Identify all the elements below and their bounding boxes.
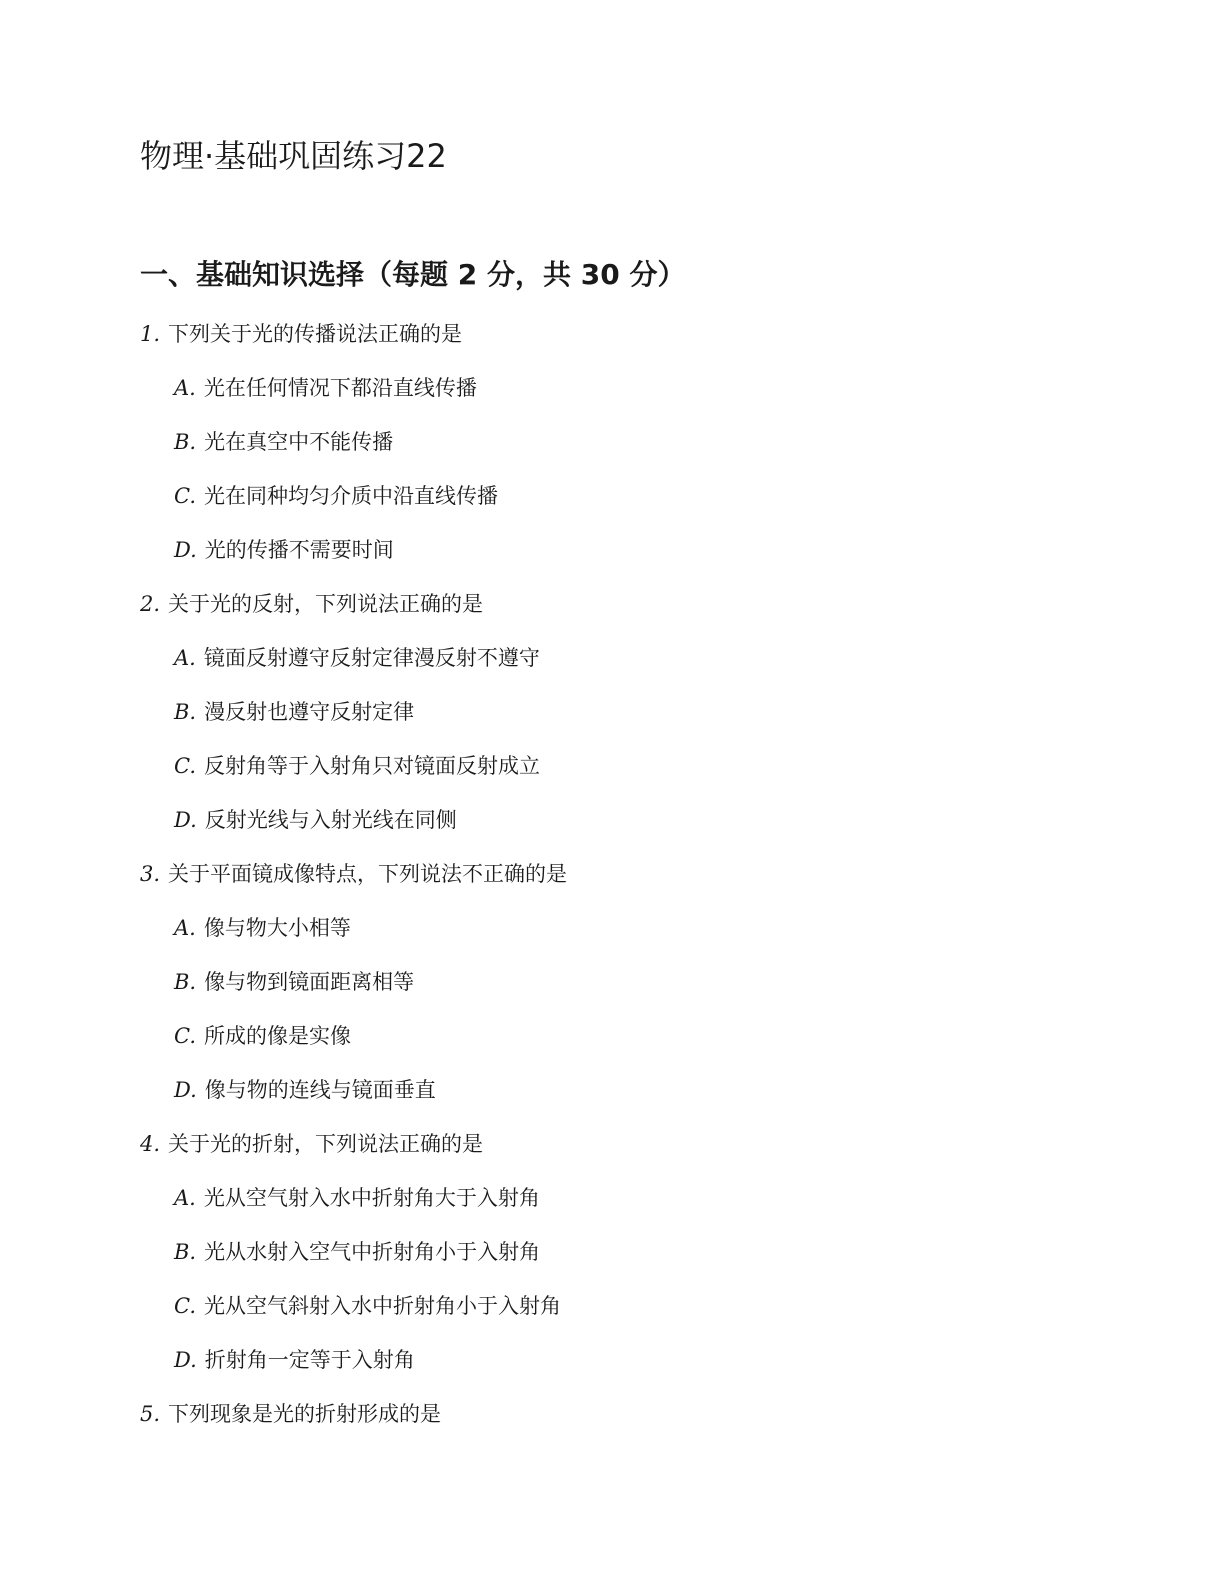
question-3: [140, 858, 1140, 912]
option-label: A.: [174, 376, 196, 400]
question-4-option-b: [140, 1236, 1140, 1290]
document-title: 物理·基础巩固练习22: [140, 137, 447, 175]
option-label: B.: [174, 430, 197, 454]
option-text: 光从空气斜射入水中折射角小于入射角: [204, 1294, 561, 1318]
option-label: C.: [174, 484, 196, 508]
option-label: A.: [174, 1186, 196, 1210]
question-1: [140, 318, 1140, 372]
option-text: 光在真空中不能传播: [204, 430, 394, 454]
question-3-option-b: [140, 966, 1140, 1020]
question-2-option-c: [140, 750, 1140, 804]
option-text: 所成的像是实像: [204, 1024, 351, 1048]
section-title: 一、基础知识选择（每题 2 分，共 30 分）: [140, 258, 686, 291]
question-number: 2.: [140, 592, 161, 616]
option-text: 光在同种均匀介质中沿直线传播: [204, 484, 498, 508]
question-text: 下列现象是光的折射形成的是: [168, 1402, 442, 1426]
option-text: 反射角等于入射角只对镜面反射成立: [204, 754, 540, 778]
option-text: 光从水射入空气中折射角小于入射角: [204, 1240, 541, 1264]
question-3-option-d: [140, 1074, 1140, 1128]
question-4-option-c: [140, 1290, 1140, 1344]
question-2-option-d: [140, 804, 1140, 858]
question-4: [140, 1128, 1140, 1182]
question-3-option-c: [140, 1020, 1140, 1074]
question-5: [140, 1398, 1140, 1452]
question-3-option-a: [140, 912, 1140, 966]
option-label: C.: [174, 754, 196, 778]
option-text: 像与物的连线与镜面垂直: [204, 1078, 436, 1102]
option-label: C.: [174, 1024, 196, 1048]
option-text: 像与物大小相等: [203, 916, 351, 940]
option-label: D.: [174, 1078, 197, 1102]
question-2-option-b: [140, 696, 1140, 750]
question-1-option-b: [140, 426, 1140, 480]
question-2-option-a: [140, 642, 1140, 696]
question-text: 下列关于光的传播说法正确的是: [168, 322, 463, 346]
option-text: 光的传播不需要时间: [204, 538, 394, 562]
option-label: D.: [174, 1348, 197, 1372]
option-text: 折射角一定等于入射角: [204, 1348, 415, 1372]
question-text: 关于光的反射，下列说法正确的是: [168, 592, 484, 616]
question-number: 5.: [140, 1402, 161, 1426]
option-label: B.: [174, 700, 197, 724]
option-text: 镜面反射遵守反射定律漫反射不遵守: [203, 646, 540, 670]
question-4-option-a: [140, 1182, 1140, 1236]
option-text: 像与物到镜面距离相等: [204, 970, 415, 994]
option-label: A.: [174, 916, 196, 940]
option-text: 漫反射也遵守反射定律: [204, 700, 415, 724]
question-number: 4.: [140, 1132, 161, 1156]
question-4-option-d: [140, 1344, 1140, 1398]
option-label: D.: [174, 808, 197, 832]
question-1-option-a: [140, 372, 1140, 426]
question-1-option-c: [140, 480, 1140, 534]
option-text: 光从空气射入水中折射角大于入射角: [203, 1186, 540, 1210]
option-text: 反射光线与入射光线在同侧: [204, 808, 457, 832]
option-label: A.: [174, 646, 196, 670]
question-1-option-d: [140, 534, 1140, 588]
question-text: 关于平面镜成像特点，下列说法不正确的是: [168, 862, 568, 886]
option-text: 光在任何情况下都沿直线传播: [203, 376, 477, 400]
option-label: B.: [174, 1240, 197, 1264]
option-label: C.: [174, 1294, 196, 1318]
question-list: [140, 318, 1140, 1452]
question-number: 3.: [140, 862, 161, 886]
question-text: 关于光的折射，下列说法正确的是: [168, 1132, 484, 1156]
option-label: D.: [174, 538, 197, 562]
option-label: B.: [174, 970, 197, 994]
question-number: 1.: [140, 322, 161, 346]
question-2: [140, 588, 1140, 642]
